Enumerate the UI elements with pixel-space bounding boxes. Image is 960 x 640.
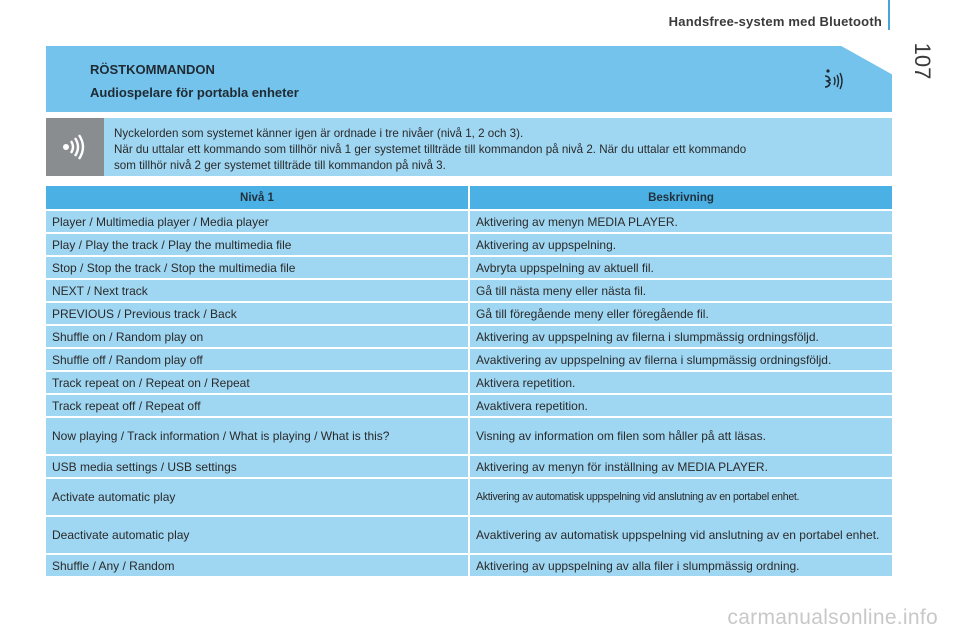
table-row xyxy=(46,303,892,324)
banner-title: RÖSTKOMMANDON xyxy=(90,62,215,77)
table-row xyxy=(46,555,892,576)
description-cell: Visning av information om filen som håller på att läsas. xyxy=(470,418,892,454)
table-row xyxy=(46,257,892,278)
description-cell: Aktivering av menyn för inställning av MEDIA PLAYER. xyxy=(470,456,892,477)
command-cell: Shuffle on / Random play on xyxy=(46,326,470,347)
command-cell: Now playing / Track information / What is playing / What is this? xyxy=(46,418,470,454)
command-cell: Track repeat off / Repeat off xyxy=(46,395,470,416)
table-row xyxy=(46,326,892,347)
table-row xyxy=(46,517,892,553)
speaker-icon xyxy=(60,132,90,162)
note-line: som tillhör nivå 2 ger systemet tillträde till kommandon på nivå 3. xyxy=(114,159,446,172)
voice-commands-table xyxy=(46,184,892,578)
voice-command-icon xyxy=(820,68,846,94)
command-cell: Deactivate automatic play xyxy=(46,517,470,553)
column-header-level: Nivå 1 xyxy=(46,186,470,209)
table-row xyxy=(46,234,892,255)
description-cell: Gå till nästa meny eller nästa fil. xyxy=(470,280,892,301)
command-cell: PREVIOUS / Previous track / Back xyxy=(46,303,470,324)
table-row xyxy=(46,211,892,232)
command-cell: Track repeat on / Repeat on / Repeat xyxy=(46,372,470,393)
note-line: Nyckelorden som systemet känner igen är ordnade i tre nivåer (nivå 1, 2 och 3). xyxy=(114,127,524,140)
description-cell: Avaktivering av automatisk uppspelning vid anslutning av en portabel enhet. xyxy=(470,517,892,553)
description-cell: Aktivering av uppspelning av filerna i slumpmässig ordningsföljd. xyxy=(470,326,892,347)
note-line: När du uttalar ett kommando som tillhör nivå 1 ger systemet tillträde till kommandon på nivå 2. När du uttalar ett kommando xyxy=(114,143,747,156)
description-cell: Aktivering av uppspelning av alla filer i slumpmässig ordning. xyxy=(470,555,892,576)
description-cell: Avaktivera repetition. xyxy=(470,395,892,416)
command-cell: Play / Play the track / Play the multimedia file xyxy=(46,234,470,255)
command-cell: NEXT / Next track xyxy=(46,280,470,301)
description-cell: Avbryta uppspelning av aktuell fil. xyxy=(470,257,892,278)
command-cell: Shuffle / Any / Random xyxy=(46,555,470,576)
header-rule xyxy=(888,0,890,30)
section-header-title: Handsfree-system med Bluetooth xyxy=(668,14,882,29)
watermark: carmanualsonline.info xyxy=(727,606,938,629)
command-cell: Activate automatic play xyxy=(46,479,470,515)
description-cell: Aktivering av automatisk uppspelning vid anslutning av en portabel enhet. xyxy=(470,479,892,515)
description-cell: Aktivering av uppspelning. xyxy=(470,234,892,255)
banner-subtitle: Audiospelare för portabla enheter xyxy=(90,85,299,100)
description-cell: Aktivera repetition. xyxy=(470,372,892,393)
command-cell: USB media settings / USB settings xyxy=(46,456,470,477)
title-banner xyxy=(46,46,892,112)
note-text xyxy=(114,126,874,174)
command-cell: Shuffle off / Random play off xyxy=(46,349,470,370)
table-row xyxy=(46,372,892,393)
command-cell: Player / Multimedia player / Media player xyxy=(46,211,470,232)
table-header-row xyxy=(46,186,892,209)
command-cell: Stop / Stop the track / Stop the multimedia file xyxy=(46,257,470,278)
column-header-description: Beskrivning xyxy=(470,186,892,209)
description-cell: Aktivering av menyn MEDIA PLAYER. xyxy=(470,211,892,232)
table-row xyxy=(46,349,892,370)
description-cell: Avaktivering av uppspelning av filerna i slumpmässig ordningsföljd. xyxy=(470,349,892,370)
table-row xyxy=(46,418,892,454)
table-row xyxy=(46,456,892,477)
table-row xyxy=(46,479,892,515)
description-cell: Gå till föregående meny eller föregående fil. xyxy=(470,303,892,324)
table-row xyxy=(46,280,892,301)
table-row xyxy=(46,395,892,416)
page-number: 107 xyxy=(910,42,935,80)
